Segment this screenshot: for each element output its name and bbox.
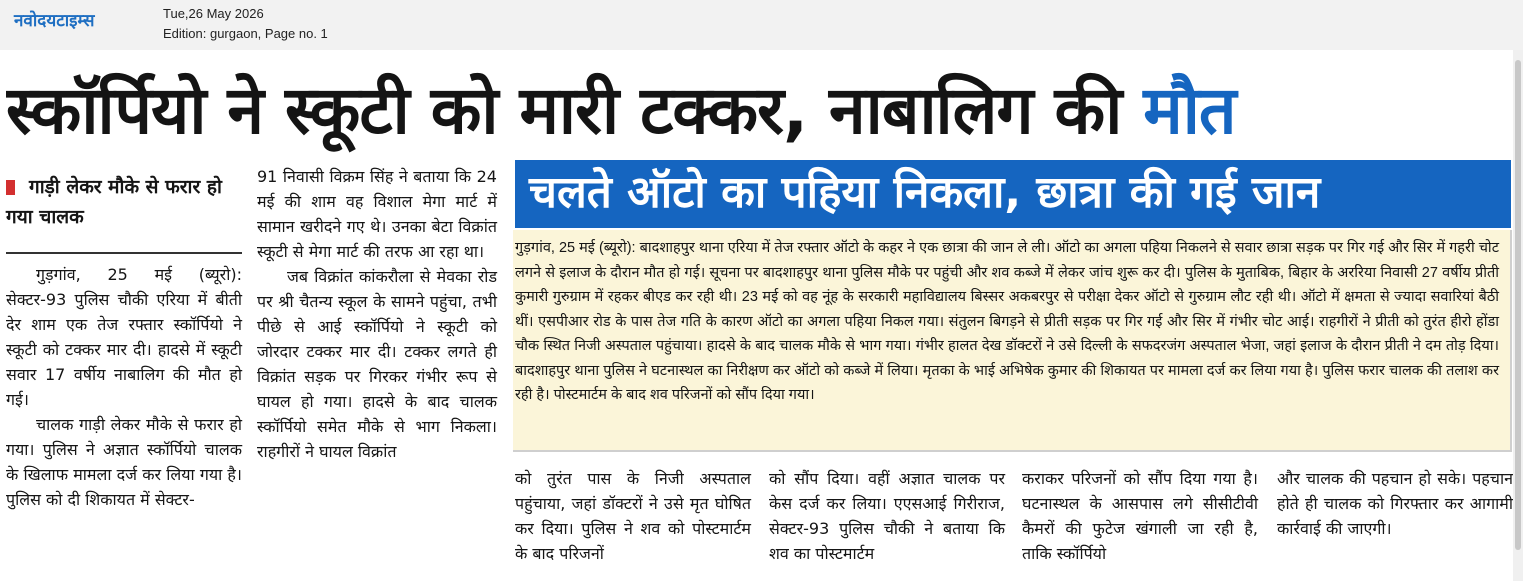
paragraph: को सौंप दिया। वहीं अज्ञात चालक पर केस दर्ज कर लिया। एएसआई गिरीराज, सेक्टर-93 पुलिस चौकी ने बताया कि शव का पोस्टमार्टम [769, 469, 1005, 563]
paragraph: और चालक की पहचान हो सके। पहचान होते ही चालक को गिरफ्तार कर आगामी कार्रवाई की जाएगी। [1277, 469, 1513, 538]
edition-meta [163, 4, 328, 44]
story-column-5 [1022, 466, 1258, 566]
newspaper-logo[interactable] [14, 8, 95, 31]
paragraph: चालक गाड़ी लेकर मौके से फरार हो गया। पुलिस ने अज्ञात स्कॉर्पियो चालक के खिलाफ मामला दर्ज कर लिया गया है। पुलिस को दी शिकायत में सेक्टर- [6, 415, 242, 509]
paragraph: कराकर परिजनों को सौंप दिया गया है। घटनास्थल के आसपास लगे सीसीटीवी कैमरों की फुटेज खंगाली जा रही है, ताकि स्कॉर्पियो [1022, 469, 1258, 563]
scrollbar-thumb[interactable] [1515, 60, 1521, 550]
second-story-headline: चलते ऑटो का पहिया निकला, छात्रा की गई जान [515, 160, 1511, 228]
story-column-1 [6, 262, 242, 512]
main-headline [6, 66, 1521, 156]
top-bar [0, 0, 1523, 50]
second-story-body [515, 236, 1499, 408]
edition-info: Edition: gurgaon, Page no. 1 [163, 26, 328, 41]
headline-text: स्कॉर्पियो ने स्कूटी को मारी टक्कर, नाबालिग की [6, 72, 1122, 149]
subheading [6, 172, 241, 232]
story-column-2 [257, 164, 497, 464]
paragraph: गुड़गांव, 25 मई (ब्यूरो): सेक्टर-93 पुलिस चौकी एरिया में बीती देर शाम एक तेज रफ्तार स्कॉर्पियो ने स्कूटी को टक्कर मार दी। हादसे में स्कूटी सवार 17 वर्षीय नाबालिग की मौत हो गई। [6, 265, 242, 409]
paragraph: जब विक्रांत कांकरौला से मेवका रोड पर श्री चैतन्य स्कूल के सामने पहुंचा, तभी पीछे से आई स्कॉर्पियो ने स्कूटी को जोरदार टक्कर मार दी। टक्कर लगते ही विक्रांत सड़क पर गिरकर गंभीर रूप से घायल हो गया। हादसे के बाद चालक स्कॉर्पियो समेत मौके से भाग निकला। राहगीरों ने घायल विक्रांत [257, 267, 497, 461]
logo-main: नवोदय [14, 11, 57, 31]
paragraph: गुड़गांव, 25 मई (ब्यूरो): बादशाहपुर थाना एरिया में तेज रफ्तार ऑटो के कहर ने एक छात्रा की जान ले ली। ऑटो का अगला पहिया निकलने से सवार छात्रा सड़क पर गिर गई और सिर में गहरी चोट लगने से इलाज के दौरान मौत हो गई। सूचना पर बादशाहपुर थाना पुलिस मौके पर पहुंची और शव कब्जे में लेकर जांच शुरू कर दी। पुलिस के मुताबिक, बिहार के अररिया निवासी 27 वर्षीय प्रीती कुमारी गुरुग्राम में रहकर बीएड कर रही थी। 23 मई को वह नूंह के सरकारी महाविद्यालय बिस्सर अकबरपुर से परीक्षा देकर ऑटो से गुरुग्राम लौट रही थी। ऑटो में क्षमता से ज्यादा सवारियां बैठी थीं। एसपीआर रोड के पास तेज गति के कारण ऑटो का अगला पहिया निकल गया। संतुलन बिगड़ने से प्रीती सड़क पर गिर गई और सिर में गंभीर चोट आई। राहगीरों ने प्रीती को तुरंत हीरो होंडा चौक स्थित निजी अस्पताल पहुंचाया। हादसे के बाद चालक मौके से भाग गया। गंभीर हालत देख डॉक्टरों ने उसे दिल्ली के सफदरजंग अस्पताल भेजा, जहां इलाज के दौरान प्रीती ने दम तोड़ दिया। बादशाहपुर थाना पुलिस ने घटनास्थल का निरीक्षण कर ऑटो को कब्जे में लिया। मृतका के भाई अभिषेक कुमार की शिकायत पर मामला दर्ज कर लिया गया है। पुलिस फरार चालक की तलाश कर रही है। पोस्टमार्टम के बाद शव परिजनों को सौंप दिया गया। [515, 240, 1499, 403]
bullet-square-icon [6, 180, 15, 195]
headline-accent: मौत [1143, 72, 1236, 149]
story-column-3 [515, 466, 751, 566]
logo-suffix: टाइम्स [56, 11, 95, 31]
story-column-6 [1277, 466, 1513, 541]
subheading-text: गाड़ी लेकर मौके से फरार हो गया चालक [6, 176, 222, 228]
edition-date: Tue,26 May 2026 [163, 6, 264, 21]
paragraph: 91 निवासी विक्रम सिंह ने बताया कि 24 मई की शाम वह विशाल मेगा मार्ट में सामान खरीदने गए थे। उनका बेटा विक्रांत स्कूटी से मेगा मार्ट की तरफ आ रहा था। [257, 167, 497, 261]
paragraph: को तुरंत पास के निजी अस्पताल पहुंचाया, जहां डॉक्टरों ने उसे मृत घोषित कर दिया। पुलिस ने शव को पोस्टमार्टम के बाद परिजनों [515, 469, 751, 563]
divider [6, 252, 242, 254]
story-column-4 [769, 466, 1005, 566]
